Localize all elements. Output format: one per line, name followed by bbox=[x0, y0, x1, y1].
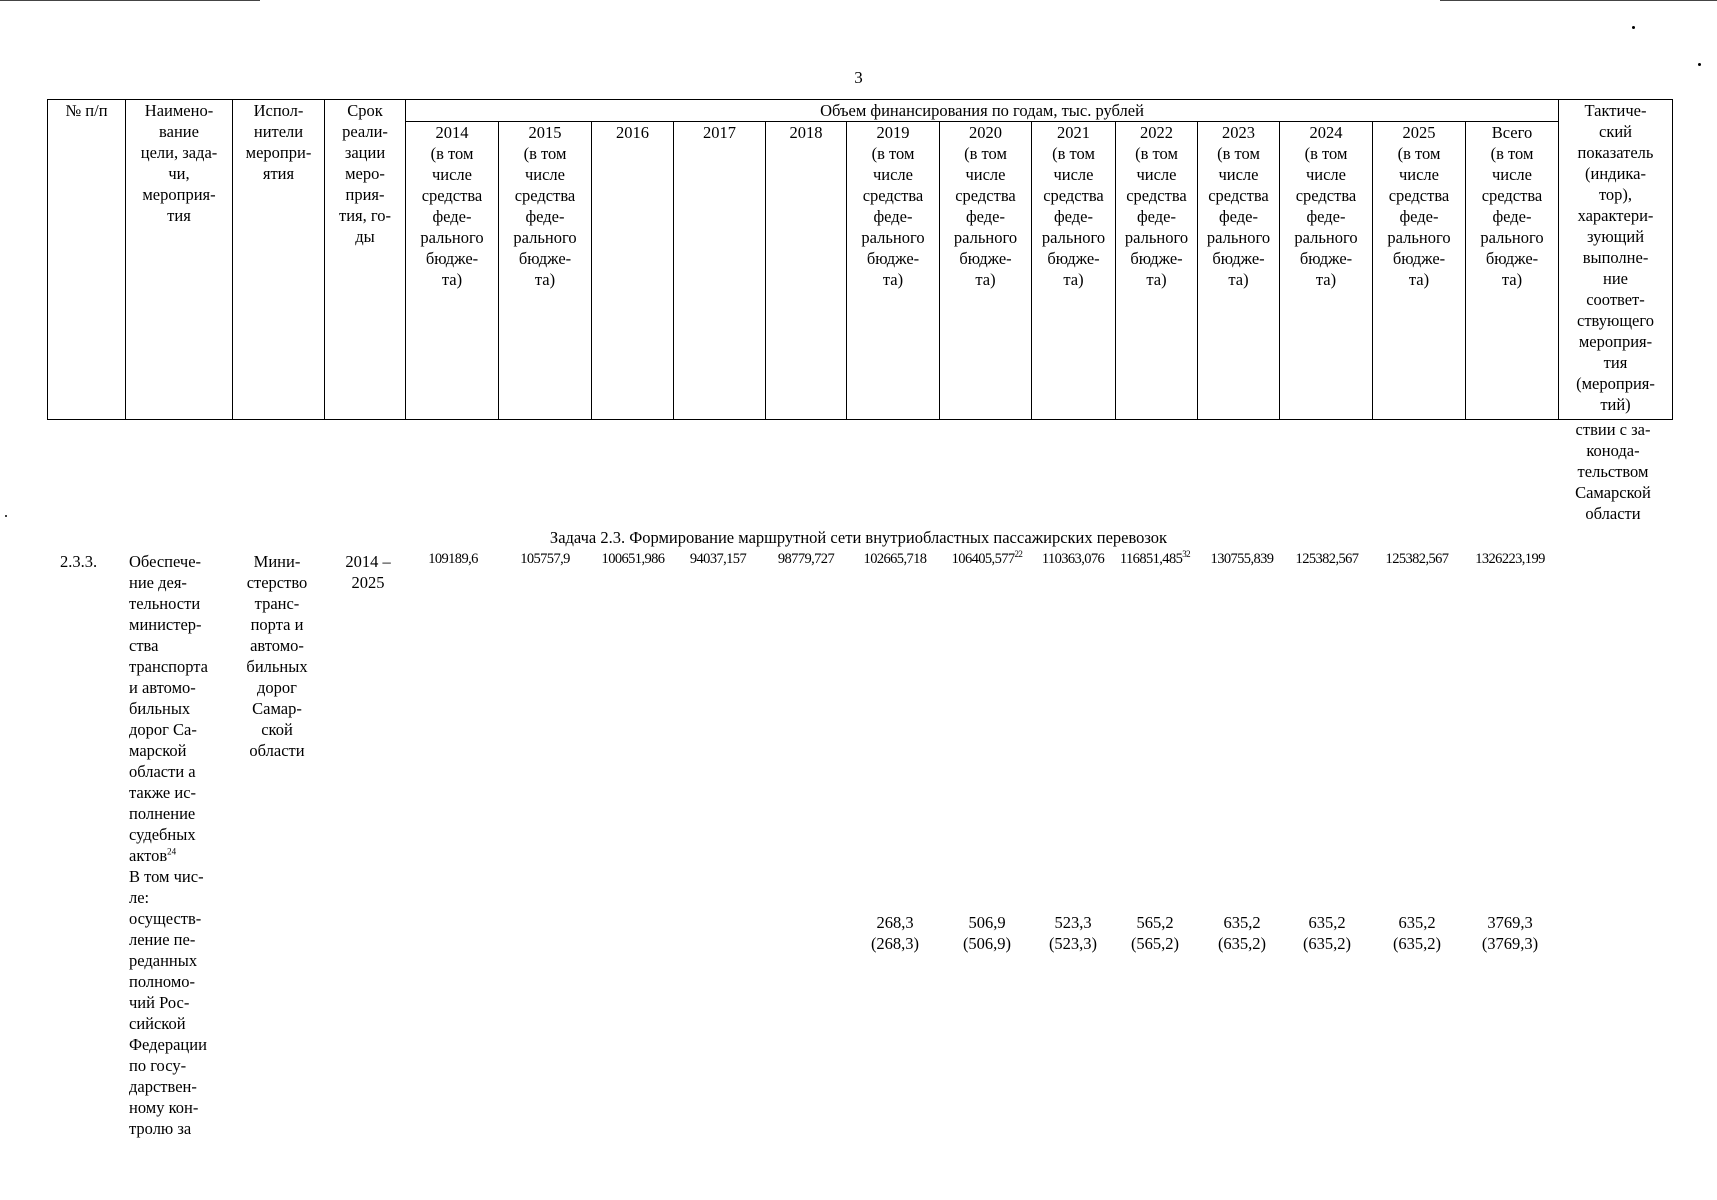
header-table bbox=[47, 99, 1673, 420]
measure-name-sub: В том чис- ле: осуществ- ление пе- реданных полномо- чий Рос- сийской Федерации по госу- дарствен- ному кон- тролю за bbox=[129, 867, 207, 1138]
subprogram-value-Всего: 3769,3 (3769,3) bbox=[1481, 913, 1539, 953]
scan-speck bbox=[1632, 26, 1635, 29]
col-num-header: № п/п bbox=[48, 100, 126, 420]
funding-value-2019: 102665,718 bbox=[863, 551, 927, 567]
indicator-overflow-text: ствии с за- конода- тельством Самарской области bbox=[1575, 420, 1651, 523]
term: 2014 – 2025 bbox=[345, 552, 391, 592]
scan-speck bbox=[5, 515, 7, 517]
scan-speck bbox=[1698, 63, 1701, 66]
funding-value-2018: 98779,727 bbox=[777, 551, 835, 567]
year-note: (в том числе средства феде- рального бюдже- та) bbox=[1480, 144, 1544, 289]
funding-value-2016: 100651,986 bbox=[601, 551, 665, 567]
subprogram-value-2020: 506,9 (506,9) bbox=[962, 913, 1012, 953]
funding-value-2021: 110363,076 bbox=[1041, 551, 1105, 567]
year-header-2019: 2019 (в том числе средства феде- рального бюдже- та) bbox=[847, 122, 940, 420]
year-header-2020: 2020 (в том числе средства феде- рального бюдже- та) bbox=[940, 122, 1032, 420]
col-executors-header: Испол- нители меропри- ятия bbox=[233, 100, 325, 420]
year-header-2021: 2021 (в том числе средства феде- рального бюдже- та) bbox=[1032, 122, 1116, 420]
footnote-ref: 22 bbox=[1014, 549, 1023, 560]
subprogram-value-2025: 635,2 (635,2) bbox=[1392, 913, 1442, 953]
year-header-2014: 2014 (в том числе средства феде- рального бюдже- та) bbox=[406, 122, 499, 420]
funding-value-2015: 105757,9 bbox=[520, 551, 570, 567]
year-header-2024: 2024 (в том числе средства феде- рального бюдже- та) bbox=[1280, 122, 1373, 420]
funding-value-2024: 125382,567 bbox=[1295, 551, 1359, 567]
scan-edge-line bbox=[0, 0, 260, 1]
year-note: (в том числе средства феде- рального бюдже- та) bbox=[1294, 144, 1358, 289]
year-note: (в том числе средства феде- рального бюдже- та) bbox=[1206, 144, 1271, 289]
year-note: (в том числе средства феде- рального бюдже- та) bbox=[1041, 144, 1106, 289]
page-number: 3 bbox=[854, 68, 863, 87]
footnote-ref: 24 bbox=[167, 846, 177, 857]
subprogram-value-2019: 268,3 (268,3) bbox=[870, 913, 920, 953]
year-header-2018: 2018 bbox=[766, 122, 847, 420]
measure-name bbox=[129, 551, 225, 1139]
funding-value-2025: 125382,567 bbox=[1385, 551, 1449, 567]
col-term-header: Срок реали- зации меро- прия- тия, го- ды bbox=[325, 100, 406, 420]
scan-edge-line bbox=[1440, 0, 1717, 1]
year-header-2023: 2023 (в том числе средства феде- рального бюдже- та) bbox=[1198, 122, 1280, 420]
year-note: (в том числе средства феде- рального бюдже- та) bbox=[513, 144, 577, 289]
funding-header: Объем финансирования по годам, тыс. рублей bbox=[406, 100, 1559, 122]
year-header-2025: 2025 (в том числе средства феде- рального бюдже- та) bbox=[1373, 122, 1466, 420]
funding-value-Всего: 1326223,199 bbox=[1475, 551, 1545, 567]
year-header-2015: 2015 (в том числе средства феде- рального бюдже- та) bbox=[499, 122, 592, 420]
year-header-2016: 2016 bbox=[592, 122, 674, 420]
year-header-2022: 2022 (в том числе средства феде- рального бюдже- та) bbox=[1116, 122, 1198, 420]
funding-value-2017: 94037,157 bbox=[689, 551, 747, 567]
year-note: (в том числе средства феде- рального бюдже- та) bbox=[1124, 144, 1189, 289]
subprogram-value-2024: 635,2 (635,2) bbox=[1302, 913, 1352, 953]
year-note: (в том числе средства феде- рального бюдже- та) bbox=[953, 144, 1018, 289]
row-number: 2.3.3. bbox=[60, 552, 98, 571]
funding-value-2022: 116851,485$^{32}$ bbox=[1119, 549, 1191, 567]
funding-value-2014: 109189,6 bbox=[428, 551, 478, 567]
funding-value-2020: 106405,577$^{22}$ bbox=[951, 549, 1023, 567]
year-header-total: Всего (в том числе средства феде- рального бюдже- та) bbox=[1466, 122, 1559, 420]
year-note: (в том числе средства феде- рального бюдже- та) bbox=[861, 144, 925, 289]
subprogram-value-2023: 635,2 (635,2) bbox=[1217, 913, 1267, 953]
measure-name-main: Обеспече- ние дея- тельности министер- ства транспорта и автомо- бильных дорог Са- марской области а также ис- полнение судебных актов bbox=[129, 552, 208, 865]
col-indicator-header: Тактиче- ский показатель (индика- тор), характери- зующий выполне- ние соответ- ствующего мероприя- тия (мероприя- тий) bbox=[1559, 100, 1673, 420]
year-header-2017: 2017 bbox=[674, 122, 766, 420]
year-note: (в том числе средства феде- рального бюдже- та) bbox=[420, 144, 484, 289]
footnote-ref: 32 bbox=[1182, 549, 1191, 560]
col-name-header: Наимено- вание цели, зада- чи, мероприя- тия bbox=[126, 100, 233, 420]
subprogram-value-2022: 565,2 (565,2) bbox=[1130, 913, 1180, 953]
subprogram-value-2021: 523,3 (523,3) bbox=[1048, 913, 1098, 953]
executor: Мини- стерство транс- порта и автомо- бильных дорог Самар- ской области bbox=[246, 552, 308, 760]
funding-value-2023: 130755,839 bbox=[1210, 551, 1274, 567]
year-note: (в том числе средства феде- рального бюдже- та) bbox=[1387, 144, 1451, 289]
task-title: Задача 2.3. Формирование маршрутной сети внутриобластных пассажирских перевозок bbox=[549, 528, 1168, 547]
